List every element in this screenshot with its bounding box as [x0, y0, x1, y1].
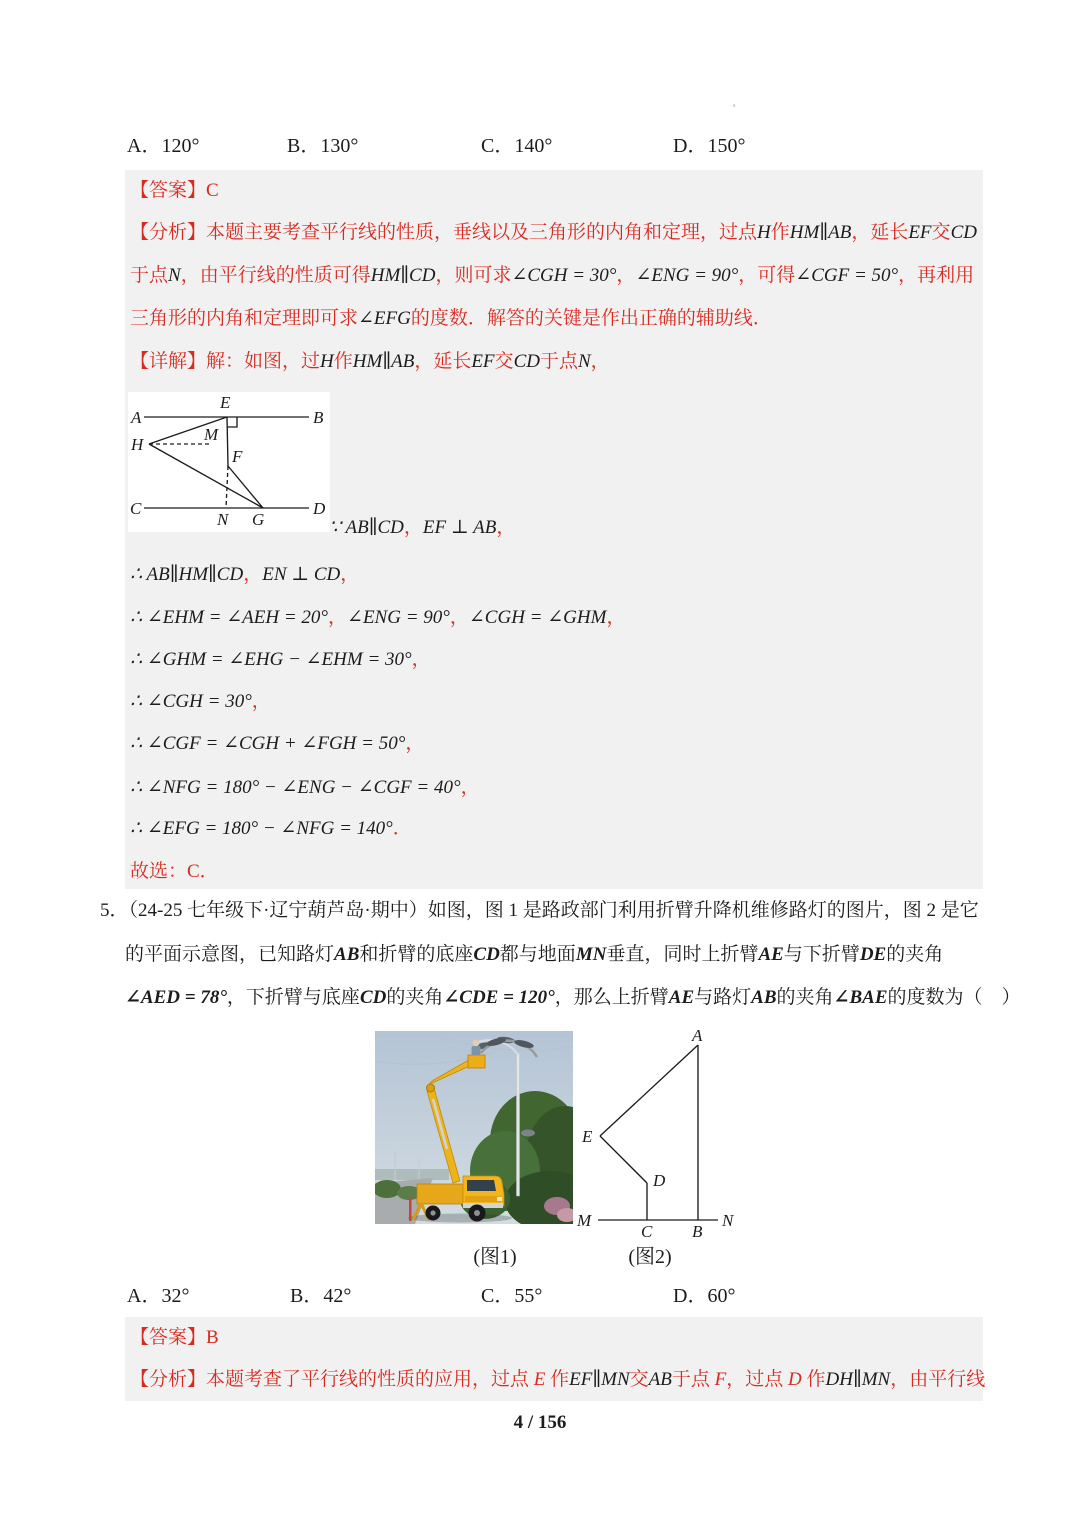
q4-step-3: ∴ ∠GHM = ∠EHG − ∠EHM = 30°， [130, 649, 431, 670]
truck-bed [417, 1184, 465, 1204]
lift-truck-photo [375, 1031, 573, 1224]
fig1-label-D: D [313, 499, 326, 518]
q4-analysis-line-1: 【分析】本题主要考查平行线的性质，垂线以及三角形的内角和定理，过点H作HM∥AB，延长EF交CD [130, 222, 977, 243]
q4-step-6: ∴ ∠NFG = 180° − ∠ENG − ∠CGF = 40°， [130, 777, 480, 798]
work-basket [468, 1055, 485, 1068]
q4-answer-line: 【答案】C [130, 180, 219, 201]
lift-truck-photo-svg [375, 1031, 573, 1224]
q4-option-b: B．130° [287, 135, 359, 157]
worker-body [472, 1046, 481, 1055]
fig1-label-F: F [232, 447, 243, 466]
q4-detail-line: 【详解】解：如图，过H作HM∥AB，延长EF交CD于点N， [130, 351, 610, 372]
q4-option-c: C．140° [481, 135, 553, 157]
q5-diagram-lines [598, 1045, 718, 1220]
q4-option-d: D．150° [673, 135, 746, 157]
q4-conclusion: 故选：C． [130, 861, 219, 882]
fig2-label-B: B [692, 1222, 703, 1241]
headlight [497, 1197, 502, 1201]
fig2-label-N: N [722, 1211, 734, 1230]
warning-post [409, 1197, 412, 1221]
q5-solution-block [125, 1317, 986, 1401]
fig1-label-H: H [131, 435, 144, 454]
q5-line-1: 5．（24-25 七年级下·辽宁葫芦岛·期中）如图，图 1 是路政部门利用折臂升降机维修路灯的图片，图 2 是它 [100, 900, 979, 921]
q4-step-5: ∴ ∠CGF = ∠CGH + ∠FGH = 50°， [130, 733, 425, 754]
fig1-label-C: C [130, 499, 142, 518]
q4-because-line: ∵ AB∥CD，EF ⊥ AB， [329, 517, 516, 538]
q4-solution-block [125, 170, 983, 889]
q5-analysis-line: 【分析】本题考查了平行线的性质的应用，过点 E 作EF∥MN交AB于点 F，过点 D 作DH∥MN，由平行线 [130, 1369, 986, 1390]
q5-line-2: 的平面示意图，已知路灯AB和折臂的底座CD都与地面MN垂直，同时上折臂AE与下折臂DE的夹角 [125, 944, 944, 965]
fig1-label-A: A [131, 408, 142, 427]
q5-diagram [575, 1028, 740, 1243]
q5-option-b: B．42° [290, 1285, 352, 1307]
fig2-label-E: E [582, 1127, 593, 1146]
q4-analysis-line-3: 三角形的内角和定理即可求∠EFG的度数．解答的关键是作出正确的辅助线． [130, 308, 772, 329]
q4-figure-lines [144, 417, 309, 508]
q5-diagram-svg [575, 1028, 740, 1243]
stray-mark: ' [733, 101, 736, 115]
q4-figure [128, 392, 330, 532]
fig1-label-N: N [217, 510, 229, 529]
q4-figure-svg [128, 392, 330, 532]
fig1-label-G: G [252, 510, 265, 529]
q5-option-c: C．55° [481, 1285, 543, 1307]
right-angle-mark [227, 417, 237, 427]
q4-analysis-line-2: 于点N，由平行线的性质可得HM∥CD，则可求∠CGH = 30°，∠ENG = 90°，可得∠CGF = 50°，再利用 [130, 265, 975, 286]
fig2-label-M: M [577, 1211, 592, 1230]
fig1-label-M: M [204, 425, 219, 444]
boom-elbow [427, 1084, 435, 1092]
distant-buildings [375, 1169, 449, 1180]
q5-option-d: D．60° [673, 1285, 736, 1307]
fig2-label-A: A [692, 1028, 703, 1045]
fig2-label-C: C [641, 1222, 653, 1241]
q4-step-4: ∴ ∠CGH = 30°， [130, 691, 271, 712]
fig1-label-B: B [313, 408, 324, 427]
q4-step-2: ∴ ∠EHM = ∠AEH = 20°，∠ENG = 90°，∠CGH = ∠GHM， [130, 607, 626, 628]
worker [473, 1040, 480, 1047]
q4-step-7: ∴ ∠EFG = 180° − ∠NFG = 140°． [130, 818, 412, 839]
figure2-caption: (图2) [628, 1246, 672, 1268]
fig2-label-D: D [653, 1171, 666, 1190]
q4-step-1: ∴ AB∥HM∥CD，EN ⊥ CD， [130, 564, 360, 585]
q5-answer-line: 【答案】B [130, 1327, 219, 1348]
figure1-caption: (图1) [473, 1246, 517, 1268]
q5-option-a: A．32° [127, 1285, 190, 1307]
q5-diagram-labels [576, 1028, 735, 1241]
page-number: 4 / 156 [513, 1412, 567, 1433]
windshield [467, 1180, 496, 1191]
q5-line-3: ∠AED = 78°，下折臂与底座CD的夹角∠CDE = 120°，那么上折臂AE与路灯AB的夹角∠BAE的度数为（ ） [125, 987, 1021, 1008]
q4-option-a: A．120° [127, 135, 200, 157]
fig1-label-E: E [220, 393, 231, 412]
